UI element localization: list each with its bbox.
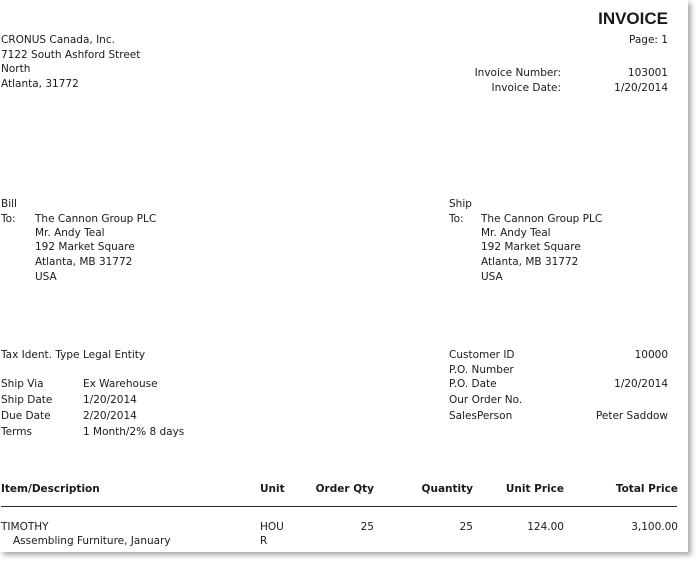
terms-label: Terms [1, 426, 32, 438]
document-title: INVOICE [598, 9, 668, 28]
row-total-price: 3,100.00 [631, 521, 678, 533]
ship-to-sublabel: To: [449, 213, 464, 225]
row-item-no: TIMOTHY [1, 521, 49, 533]
col-header-unit-price: Unit Price [505, 483, 564, 495]
ship-to-label: Ship [449, 198, 472, 210]
row-description: Assembling Furniture, January [13, 535, 171, 547]
row-unit-price: 124.00 [527, 521, 564, 533]
col-header-unit: Unit [260, 483, 285, 495]
col-header-total-price: Total Price [615, 483, 678, 495]
due-date-label: Due Date [1, 410, 51, 422]
po-date-label: P.O. Date [449, 378, 497, 390]
invoice-number-label: Invoice Number: [474, 67, 561, 79]
page-number: Page: 1 [629, 34, 668, 46]
tax-ident-value: Legal Entity [83, 349, 146, 361]
bill-to-line: 192 Market Square [35, 241, 135, 253]
bill-to-line: Atlanta, MB 31772 [35, 256, 133, 268]
bill-to-line: The Cannon Group PLC [35, 213, 157, 225]
invoice-number-value: 103001 [627, 67, 668, 79]
ship-to-line: Mr. Andy Teal [481, 227, 551, 239]
company-region: North [1, 63, 31, 75]
po-number-label: P.O. Number [449, 364, 514, 376]
row-unit-continued: R [260, 535, 268, 547]
po-date-value: 1/20/2014 [614, 378, 668, 390]
col-header-item: Item/Description [1, 483, 100, 495]
header-divider [1, 506, 677, 507]
terms-value: 1 Month/2% 8 days [83, 426, 185, 438]
salesperson-label: SalesPerson [449, 410, 513, 422]
bill-to-label: Bill [1, 198, 17, 210]
ship-date-label: Ship Date [1, 394, 53, 406]
bill-to-line: USA [35, 271, 57, 283]
bill-to-sublabel: To: [1, 213, 16, 225]
customer-id-label: Customer ID [449, 349, 515, 361]
row-quantity: 25 [459, 521, 473, 533]
ship-date-value: 1/20/2014 [83, 394, 137, 406]
ship-to-line: The Cannon Group PLC [481, 213, 603, 225]
bill-to-line: Mr. Andy Teal [35, 227, 105, 239]
ship-to-line: Atlanta, MB 31772 [481, 256, 579, 268]
our-order-label: Our Order No. [449, 394, 523, 406]
ship-to-line: USA [481, 271, 503, 283]
salesperson-value: Peter Saddow [595, 410, 668, 422]
col-header-order-qty: Order Qty [315, 483, 374, 495]
row-unit: HOU [260, 521, 284, 533]
ship-via-label: Ship Via [1, 378, 44, 390]
due-date-value: 2/20/2014 [83, 410, 137, 422]
ship-to-line: 192 Market Square [481, 241, 581, 253]
invoice-date-label: Invoice Date: [491, 82, 561, 94]
company-street: 7122 South Ashford Street [1, 49, 141, 61]
col-header-quantity: Quantity [421, 483, 473, 495]
ship-via-value: Ex Warehouse [83, 378, 158, 390]
invoice-date-value: 1/20/2014 [614, 82, 668, 94]
tax-ident-label: Tax Ident. Type [1, 349, 80, 361]
customer-id-value: 10000 [634, 349, 668, 361]
company-name: CRONUS Canada, Inc. [1, 34, 115, 46]
company-city: Atlanta, 31772 [1, 78, 79, 90]
row-order-qty: 25 [360, 521, 374, 533]
